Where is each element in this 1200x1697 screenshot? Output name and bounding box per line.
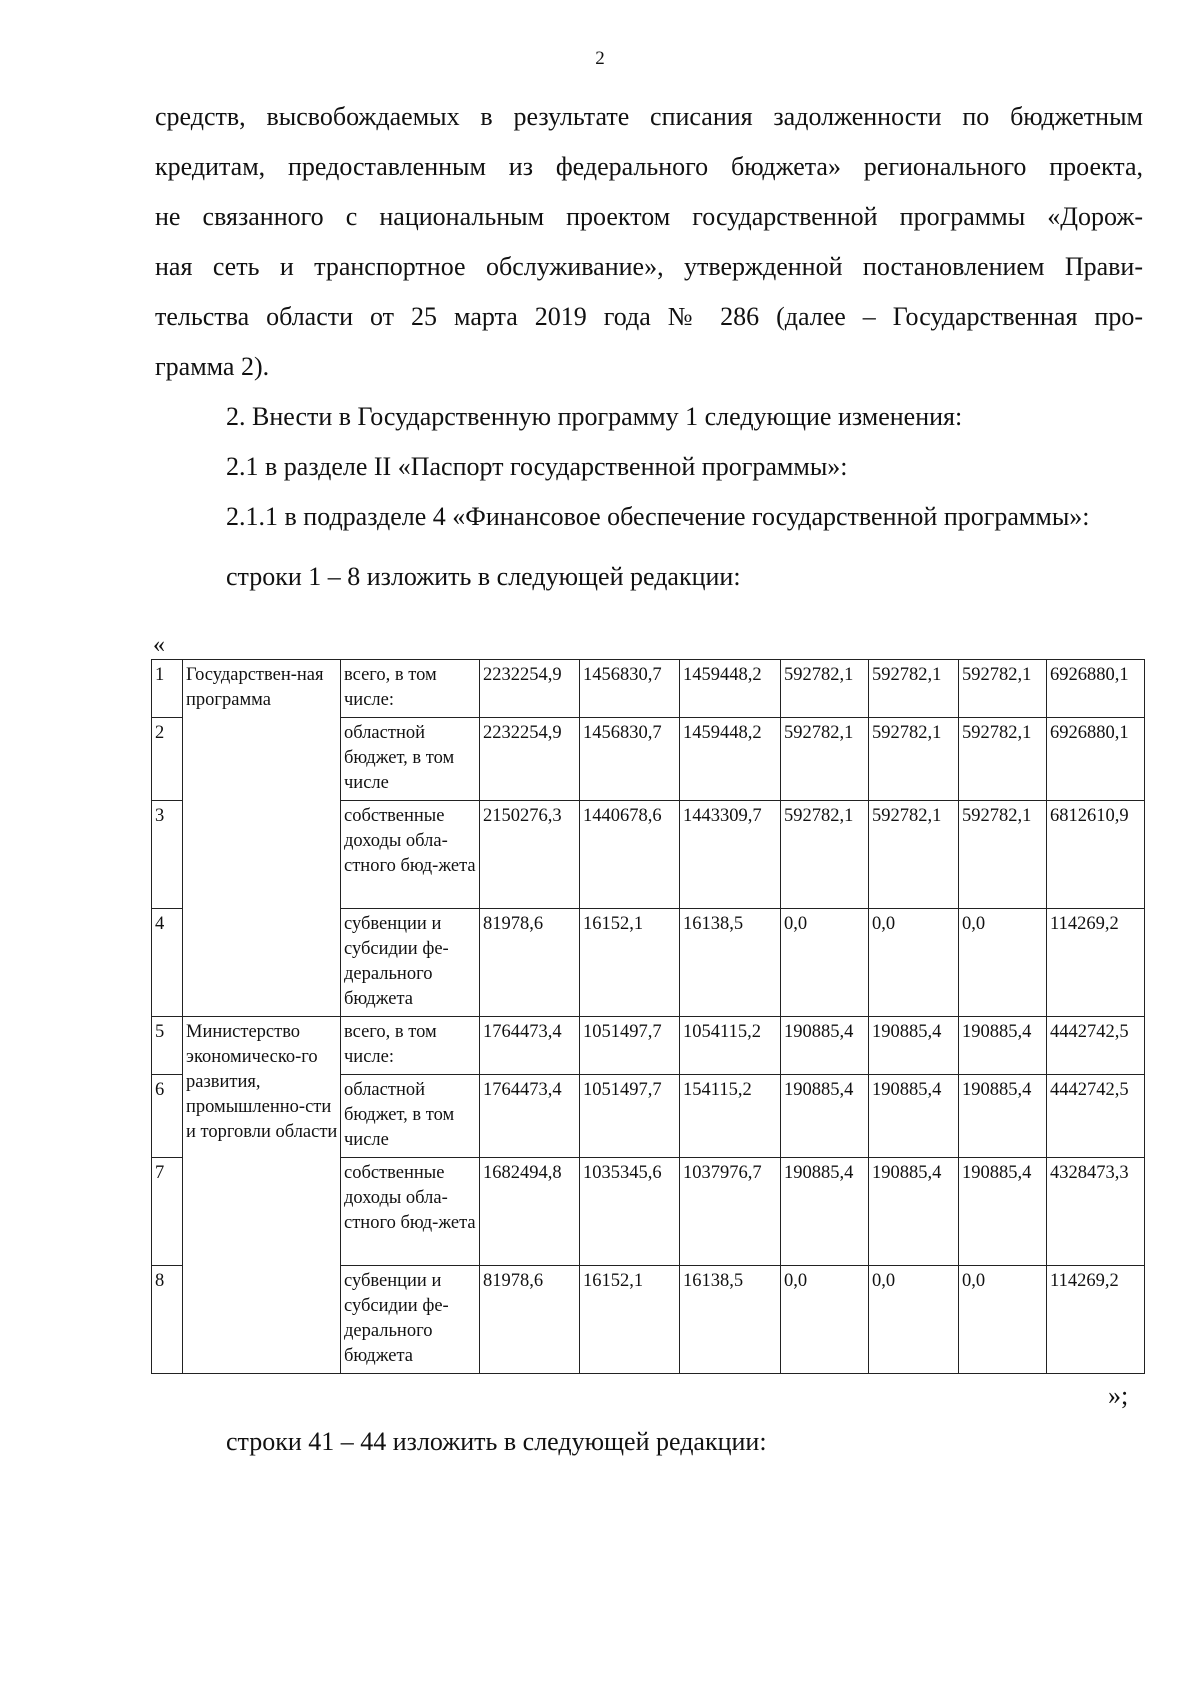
group-name-cell: Государствен-ная программа [183, 660, 341, 1017]
value-cell: 592782,1 [959, 801, 1047, 909]
value-cell: 592782,1 [781, 718, 869, 801]
value-cell: 0,0 [869, 1266, 959, 1374]
value-cell: 16152,1 [580, 1266, 680, 1374]
table-row [152, 1017, 1145, 1075]
value-cell: 592782,1 [781, 801, 869, 909]
value-cell: 1459448,2 [680, 718, 781, 801]
value-cell: 592782,1 [959, 660, 1047, 718]
funding-type-cell: областной бюджет, в том числе [341, 718, 480, 801]
value-cell: 2150276,3 [480, 801, 580, 909]
value-cell: 190885,4 [959, 1158, 1047, 1266]
value-cell: 114269,2 [1047, 909, 1145, 1017]
financing-table [151, 659, 1145, 1374]
value-cell: 190885,4 [959, 1075, 1047, 1158]
value-cell: 1459448,2 [680, 660, 781, 718]
value-cell: 0,0 [781, 1266, 869, 1374]
value-cell: 6926880,1 [1047, 660, 1145, 718]
value-cell: 81978,6 [480, 1266, 580, 1374]
paragraph-1-line-2: кредитам, предоставленным из федерального бюджета» регионального проекта, [155, 152, 1143, 181]
row-number-cell: 7 [152, 1158, 183, 1266]
value-cell: 1440678,6 [580, 801, 680, 909]
value-cell: 1035345,6 [580, 1158, 680, 1266]
value-cell: 4442742,5 [1047, 1017, 1145, 1075]
row-number-cell: 3 [152, 801, 183, 909]
value-cell: 592782,1 [869, 660, 959, 718]
group-name-cell: Министерство экономическо-го развития, промышленно-сти и торговли области [183, 1017, 341, 1374]
value-cell: 0,0 [959, 909, 1047, 1017]
funding-type-cell: субвенции и субсидии фе-дерального бюджета [341, 909, 480, 1017]
row-number-cell: 8 [152, 1266, 183, 1374]
value-cell: 190885,4 [869, 1017, 959, 1075]
paragraph-1-line-5: тельства области от 25 марта 2019 года № 286 (далее – Государственная про- [155, 302, 1143, 331]
value-cell: 190885,4 [781, 1075, 869, 1158]
value-cell: 114269,2 [1047, 1266, 1145, 1374]
value-cell: 2232254,9 [480, 718, 580, 801]
value-cell: 81978,6 [480, 909, 580, 1017]
row-number-cell: 1 [152, 660, 183, 718]
value-cell: 592782,1 [869, 801, 959, 909]
value-cell: 6812610,9 [1047, 801, 1145, 909]
page-number: 2 [595, 48, 605, 69]
row-number-cell: 6 [152, 1075, 183, 1158]
value-cell: 592782,1 [959, 718, 1047, 801]
value-cell: 1456830,7 [580, 660, 680, 718]
value-cell: 2232254,9 [480, 660, 580, 718]
value-cell: 0,0 [781, 909, 869, 1017]
value-cell: 16138,5 [680, 909, 781, 1017]
value-cell: 0,0 [959, 1266, 1047, 1374]
value-cell: 1456830,7 [580, 718, 680, 801]
value-cell: 1443309,7 [680, 801, 781, 909]
value-cell: 1054115,2 [680, 1017, 781, 1075]
value-cell: 190885,4 [781, 1158, 869, 1266]
value-cell: 1037976,7 [680, 1158, 781, 1266]
close-quote: »; [1108, 1381, 1129, 1410]
value-cell: 190885,4 [781, 1017, 869, 1075]
paragraph-4: 2.1.1 в подразделе 4 «Финансовое обеспечение государственной программы»: [226, 502, 1090, 531]
value-cell: 1682494,8 [480, 1158, 580, 1266]
funding-type-cell: собственные доходы обла-стного бюд-жета [341, 1158, 480, 1266]
paragraph-1-line-6: грамма 2). [155, 352, 270, 381]
value-cell: 16152,1 [580, 909, 680, 1017]
value-cell: 190885,4 [869, 1158, 959, 1266]
value-cell: 1764473,4 [480, 1017, 580, 1075]
value-cell: 190885,4 [959, 1017, 1047, 1075]
value-cell: 154115,2 [680, 1075, 781, 1158]
funding-type-cell: областной бюджет, в том числе [341, 1075, 480, 1158]
row-number-cell: 2 [152, 718, 183, 801]
paragraph-1-line-4: ная сеть и транспортное обслуживание», утвержденной постановлением Прави- [155, 252, 1143, 281]
value-cell: 16138,5 [680, 1266, 781, 1374]
value-cell: 1051497,7 [580, 1017, 680, 1075]
value-cell: 190885,4 [869, 1075, 959, 1158]
value-cell: 0,0 [869, 909, 959, 1017]
paragraph-1-line-3: не связанного с национальным проектом государственной программы «Дорож- [155, 202, 1143, 231]
funding-type-cell: субвенции и субсидии фе-дерального бюджета [341, 1266, 480, 1374]
open-quote: « [153, 632, 165, 658]
value-cell: 1051497,7 [580, 1075, 680, 1158]
value-cell: 6926880,1 [1047, 718, 1145, 801]
table-row [152, 660, 1145, 718]
row-number-cell: 4 [152, 909, 183, 1017]
paragraph-3: 2.1 в разделе II «Паспорт государственной программы»: [226, 452, 848, 481]
value-cell: 4442742,5 [1047, 1075, 1145, 1158]
funding-type-cell: собственные доходы обла-стного бюд-жета [341, 801, 480, 909]
paragraph-2: 2. Внести в Государственную программу 1 следующие изменения: [226, 402, 963, 431]
document-body [155, 92, 1143, 602]
paragraph-5: строки 1 – 8 изложить в следующей редакции: [226, 562, 741, 591]
paragraph-1-line-1: средств, высвобождаемых в результате списания задолженности по бюджетным [155, 102, 1143, 131]
funding-type-cell: всего, в том числе: [341, 1017, 480, 1075]
value-cell: 592782,1 [869, 718, 959, 801]
value-cell: 592782,1 [781, 660, 869, 718]
value-cell: 1764473,4 [480, 1075, 580, 1158]
after-table-text: строки 41 – 44 изложить в следующей редакции: [226, 1427, 767, 1456]
paragraph-1 [155, 92, 1143, 392]
value-cell: 4328473,3 [1047, 1158, 1145, 1266]
funding-type-cell: всего, в том числе: [341, 660, 480, 718]
row-number-cell: 5 [152, 1017, 183, 1075]
financing-table-body [152, 660, 1145, 1374]
